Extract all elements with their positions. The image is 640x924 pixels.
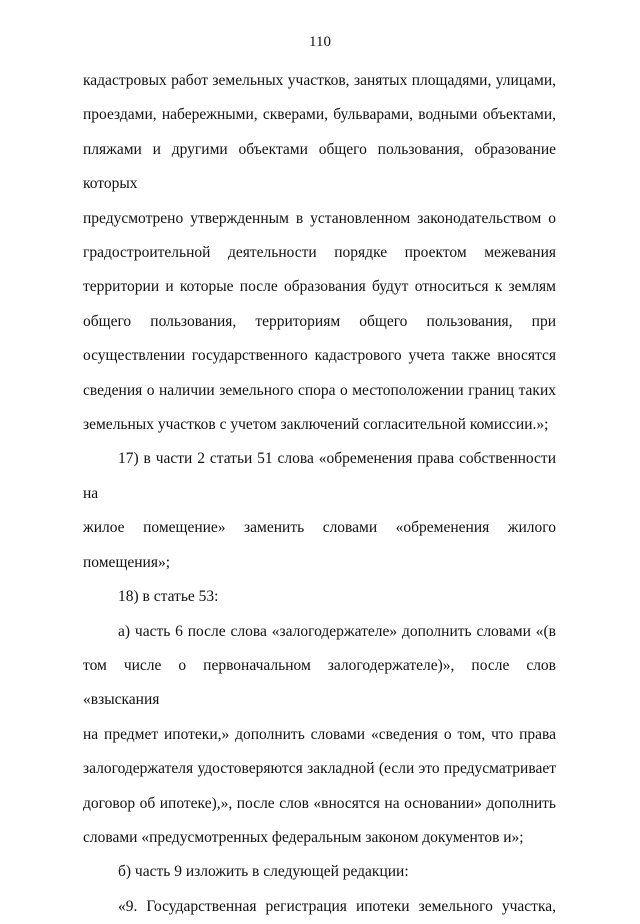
paragraph-item-18: [83, 580, 556, 614]
paragraph-item-17: [83, 442, 556, 580]
text-line: жилое помещение» заменить словами «обременения жилого помещения»;: [83, 519, 556, 571]
text-line: а) часть 6 после слова «залогодержателе» дополнить словами «(в: [118, 622, 556, 640]
text-line: 18) в статье 53:: [118, 588, 219, 606]
text-line: территории и которые после образования будут относиться к землям: [83, 278, 556, 296]
text-line: кадастровых работ земельных участков, занятых площадями, улицами,: [83, 72, 556, 89]
page-number: 110: [309, 34, 331, 50]
text-line: словами «предусмотренных федеральным законом документов и»;: [83, 828, 524, 846]
text-line: пляжами и другими объектами общего пользования, образование которых: [83, 140, 556, 193]
text-line: залогодержателя удостоверяются закладной (если это предусматривает: [83, 760, 556, 778]
text-line: б) часть 9 изложить в следующей редакции:: [118, 863, 409, 881]
paragraph-subitem-a: [83, 615, 556, 856]
text-line: «9. Государственная регистрация ипотеки земельного участка,: [118, 897, 556, 915]
text-line: 17) в части 2 статьи 51 слова «обременения права собственности на: [83, 450, 556, 502]
document-body: [83, 64, 556, 924]
text-line: предусмотрено утвержденным в установленном законодательством о: [83, 209, 556, 227]
paragraph-subitem-b: [83, 855, 556, 889]
text-line: договор об ипотеке),», после слов «вносятся на основании» дополнить: [83, 794, 556, 812]
paragraph-quoted-item-9: [83, 890, 556, 924]
text-line: на предмет ипотеки,» дополнить словами «сведения о том, что права: [83, 725, 556, 743]
text-line: земельных участков с учетом заключений согласительной комиссии.»;: [83, 416, 549, 434]
text-line: том числе о первоначальном залогодержателе)», после слов «взыскания: [83, 656, 556, 709]
text-line: сведения о наличии земельного спора о местоположении границ таких: [83, 381, 556, 399]
paragraph-continuation: [83, 64, 556, 442]
text-line: градостроительной деятельности порядке проектом межевания: [83, 244, 556, 262]
text-line: проездами, набережными, скверами, бульварами, водными объектами,: [83, 106, 556, 124]
text-line: осуществлении государственного кадастрового учета также вносятся: [83, 347, 556, 365]
text-line: общего пользования, территориям общего пользования, при: [83, 312, 556, 330]
